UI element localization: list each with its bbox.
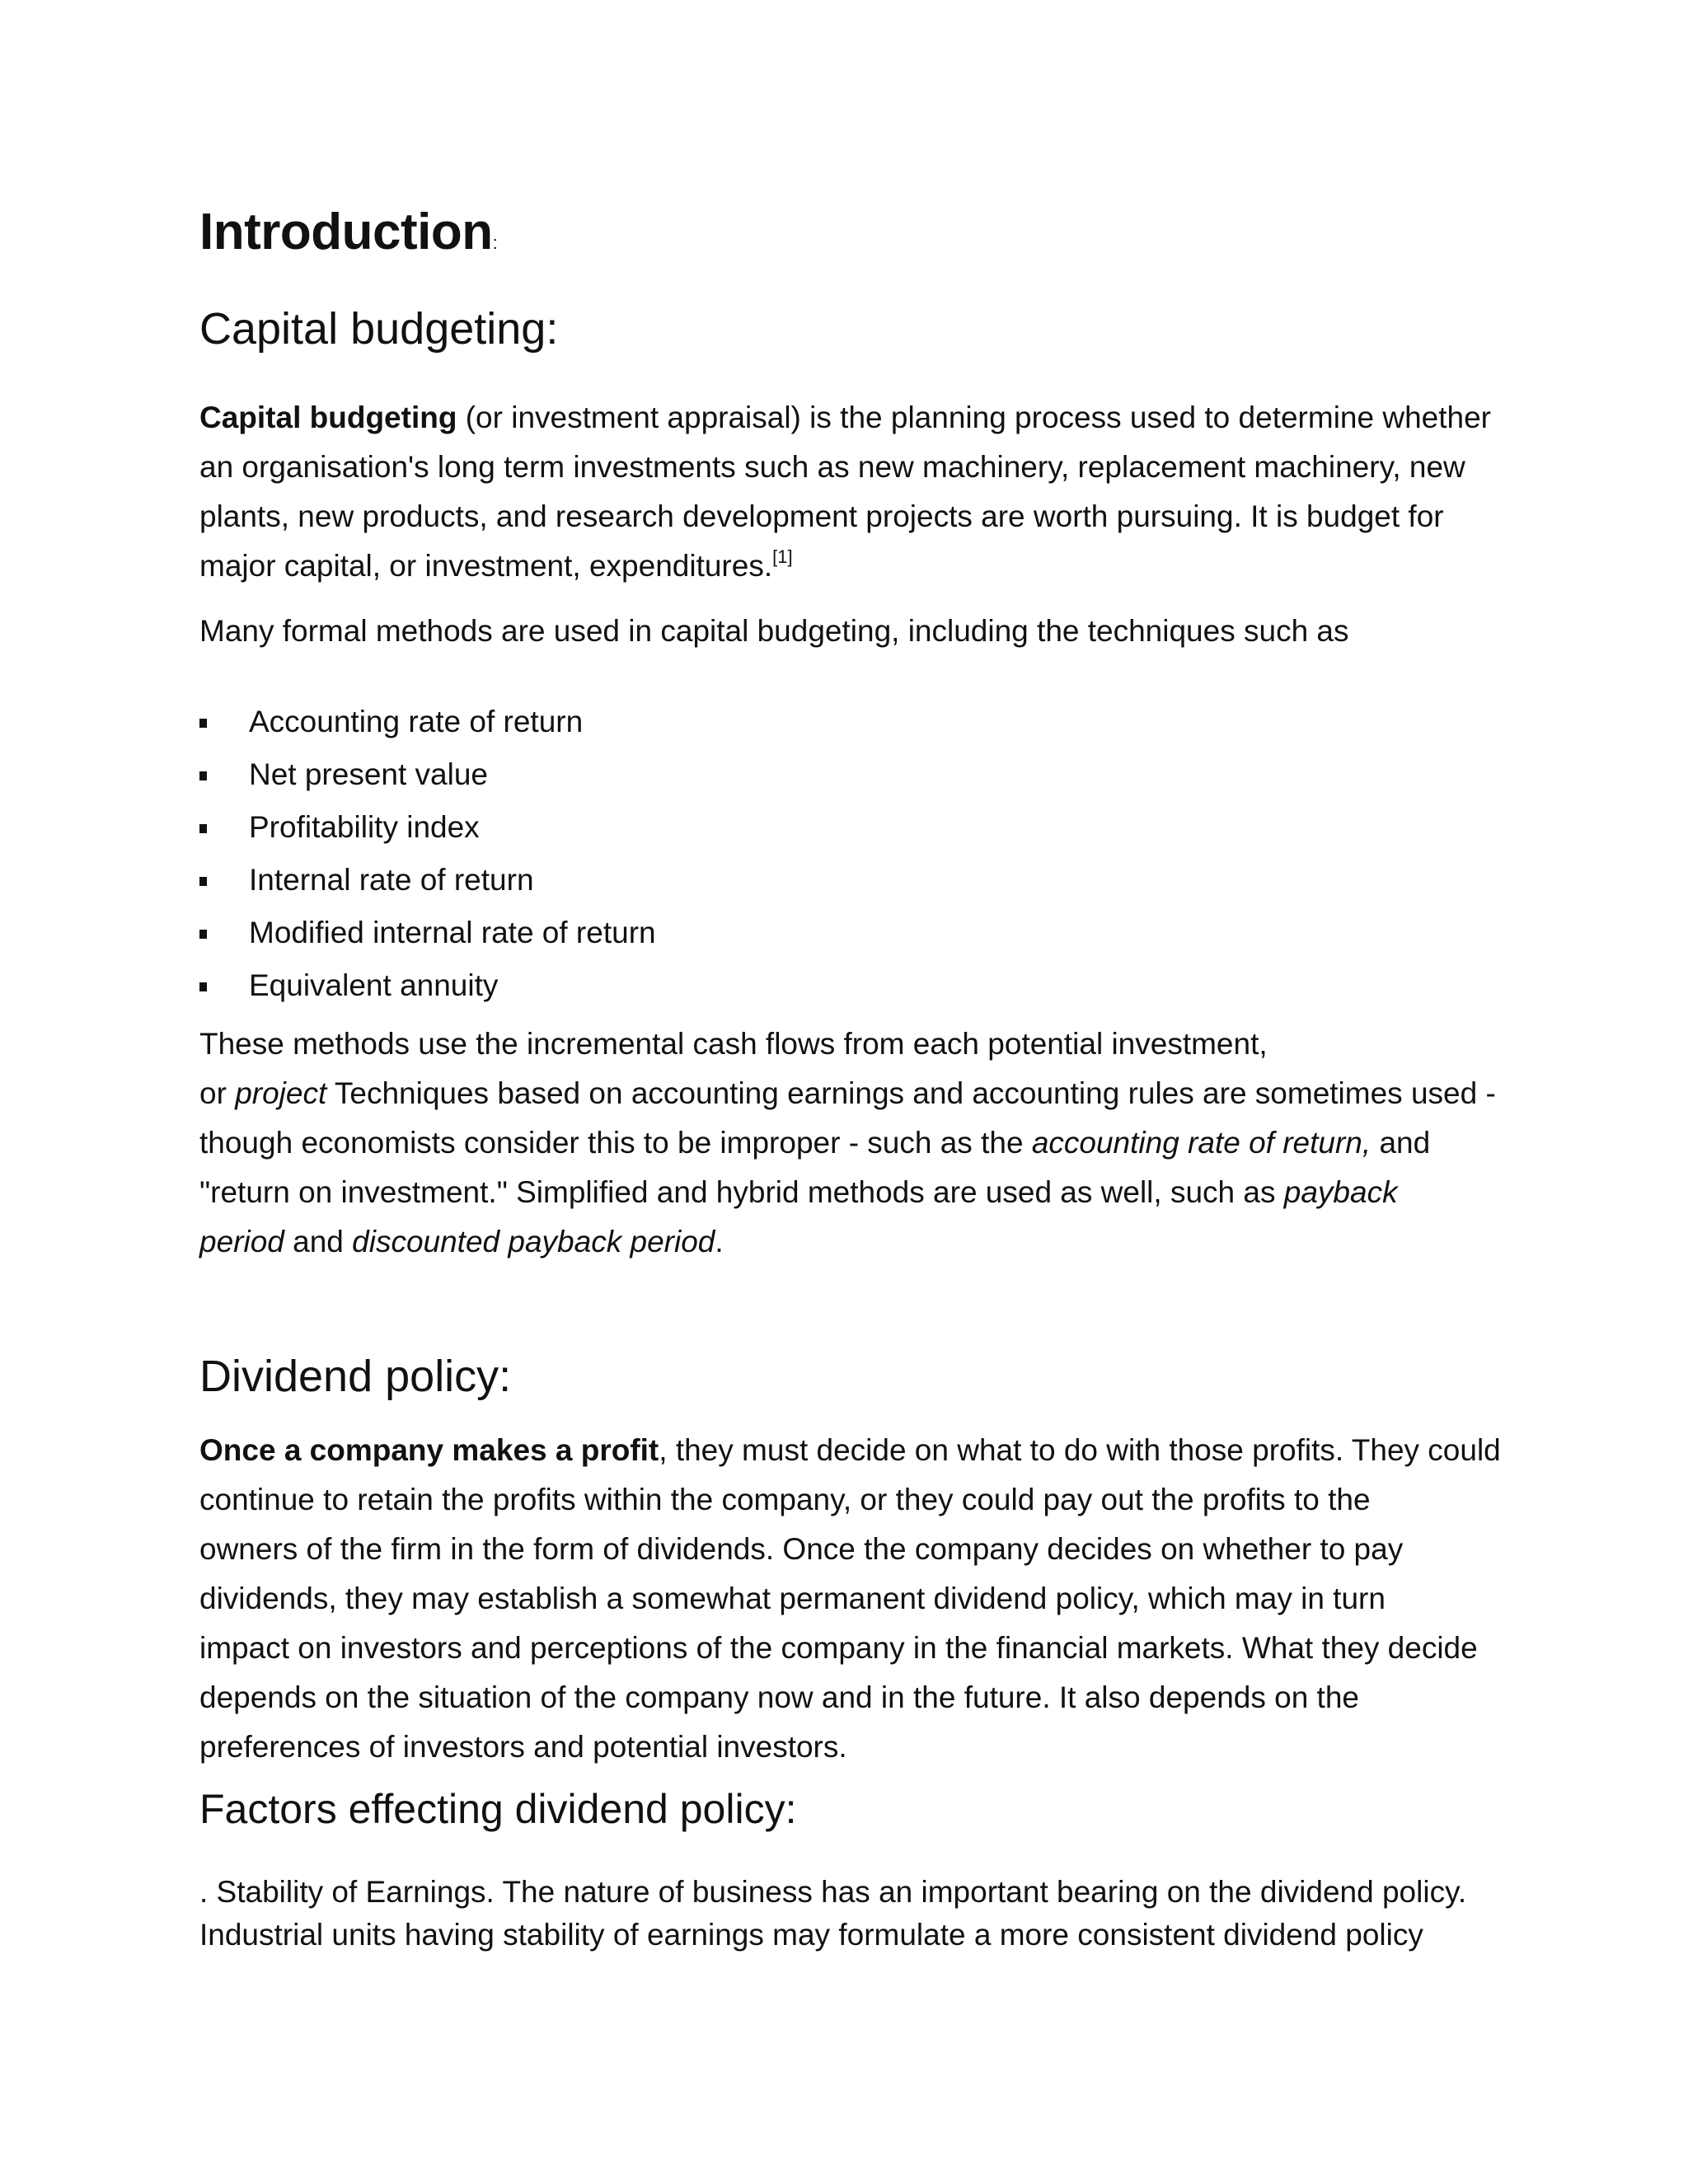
- list-item-label: Equivalent annuity: [249, 968, 499, 1002]
- square-bullet-icon: [199, 824, 207, 833]
- text-line: [199, 1426, 1518, 1475]
- emphasis-term: discounted payback period: [352, 1225, 715, 1258]
- text-line: depends on the situation of the company now and in the future. It also depends on the: [199, 1680, 1359, 1714]
- text-line: an organisation's long term investments such as new machinery, replacement machinery, new: [199, 450, 1465, 484]
- text-line: continue to retain the profits within the company, or they could pay out the profits to the: [199, 1483, 1371, 1516]
- capital-budgeting-heading: Capital budgeting:: [199, 304, 559, 354]
- intro-colon: :: [492, 232, 498, 253]
- text-line: [199, 393, 1518, 443]
- list-item: [199, 696, 656, 748]
- list-item-label: Accounting rate of return: [249, 705, 584, 738]
- text-line: [199, 1118, 1518, 1168]
- text-span: , they must decide on what to do with those profits. They could: [659, 1433, 1501, 1467]
- factors-heading: Factors effecting dividend policy:: [199, 1786, 797, 1832]
- text-line: [199, 1069, 1518, 1118]
- text-span: or: [199, 1076, 236, 1110]
- text-line: [199, 1168, 1518, 1217]
- text-span: and: [1371, 1126, 1431, 1160]
- text-line: Industrial units having stability of earnings may formulate a more consistent dividend policy: [199, 1918, 1423, 1952]
- text-span: Techniques based on accounting earnings and accounting rules are sometimes used -: [326, 1076, 1496, 1110]
- text-line: [199, 541, 1518, 591]
- text-line: plants, new products, and research development projects are worth pursuing. It is budget for: [199, 499, 1444, 533]
- capital-budgeting-term: Capital budgeting: [199, 401, 457, 434]
- square-bullet-icon: [199, 771, 207, 780]
- text-span: major capital, or investment, expenditures.: [199, 549, 773, 583]
- emphasis-term: payback: [1283, 1175, 1398, 1209]
- square-bullet-icon: [199, 719, 207, 728]
- emphasis-term: accounting rate of return,: [1031, 1126, 1372, 1160]
- dividend-policy-heading: Dividend policy:: [199, 1352, 512, 1401]
- list-item: [199, 801, 656, 854]
- text-span: .: [715, 1225, 724, 1258]
- intro-title: Introduction: [199, 204, 493, 260]
- text-span: though economists consider this to be improper - such as the: [199, 1126, 1032, 1160]
- text-span: "return on investment." Simplified and hybrid methods are used as well, such as: [199, 1175, 1284, 1209]
- list-item-label: Internal rate of return: [249, 863, 534, 897]
- text-span: and: [284, 1225, 353, 1258]
- factors-paragraph: [199, 1871, 1518, 1957]
- footnote-reference: [1]: [772, 546, 793, 567]
- text-line: [199, 1217, 1518, 1267]
- methods-intro-paragraph: Many formal methods are used in capital budgeting, including the techniques such as: [199, 614, 1349, 648]
- square-bullet-icon: [199, 877, 207, 886]
- dividend-policy-paragraph: [199, 1426, 1518, 1772]
- emphasis-term: period: [199, 1225, 284, 1258]
- list-item: [199, 854, 656, 907]
- text-span: (or investment appraisal) is the planning process used to determine whether: [457, 401, 1491, 434]
- text-line: preferences of investors and potential investors.: [199, 1730, 847, 1764]
- square-bullet-icon: [199, 982, 207, 991]
- square-bullet-icon: [199, 930, 207, 939]
- list-item-label: Net present value: [249, 757, 489, 791]
- list-item-label: Modified internal rate of return: [249, 916, 656, 949]
- page-title: [199, 199, 497, 276]
- text-line: dividends, they may establish a somewhat permanent dividend policy, which may in turn: [199, 1582, 1386, 1615]
- emphasis-term: project: [235, 1076, 327, 1110]
- text-line: impact on investors and perceptions of the company in the financial markets. What they decide: [199, 1631, 1478, 1665]
- dividend-lead-term: Once a company makes a profit: [199, 1433, 659, 1467]
- methods-list: [199, 696, 656, 1012]
- capital-budgeting-paragraph: [199, 393, 1518, 591]
- list-item: [199, 748, 656, 801]
- list-item: [199, 959, 656, 1012]
- list-item-label: Profitability index: [249, 810, 480, 844]
- text-line: owners of the firm in the form of dividends. Once the company decides on whether to pay: [199, 1532, 1404, 1566]
- methods-explanation-paragraph: [199, 1019, 1518, 1267]
- text-line: . Stability of Earnings. The nature of business has an important bearing on the dividend policy.: [199, 1875, 1467, 1909]
- list-item: [199, 907, 656, 959]
- text-line: These methods use the incremental cash flows from each potential investment,: [199, 1027, 1268, 1061]
